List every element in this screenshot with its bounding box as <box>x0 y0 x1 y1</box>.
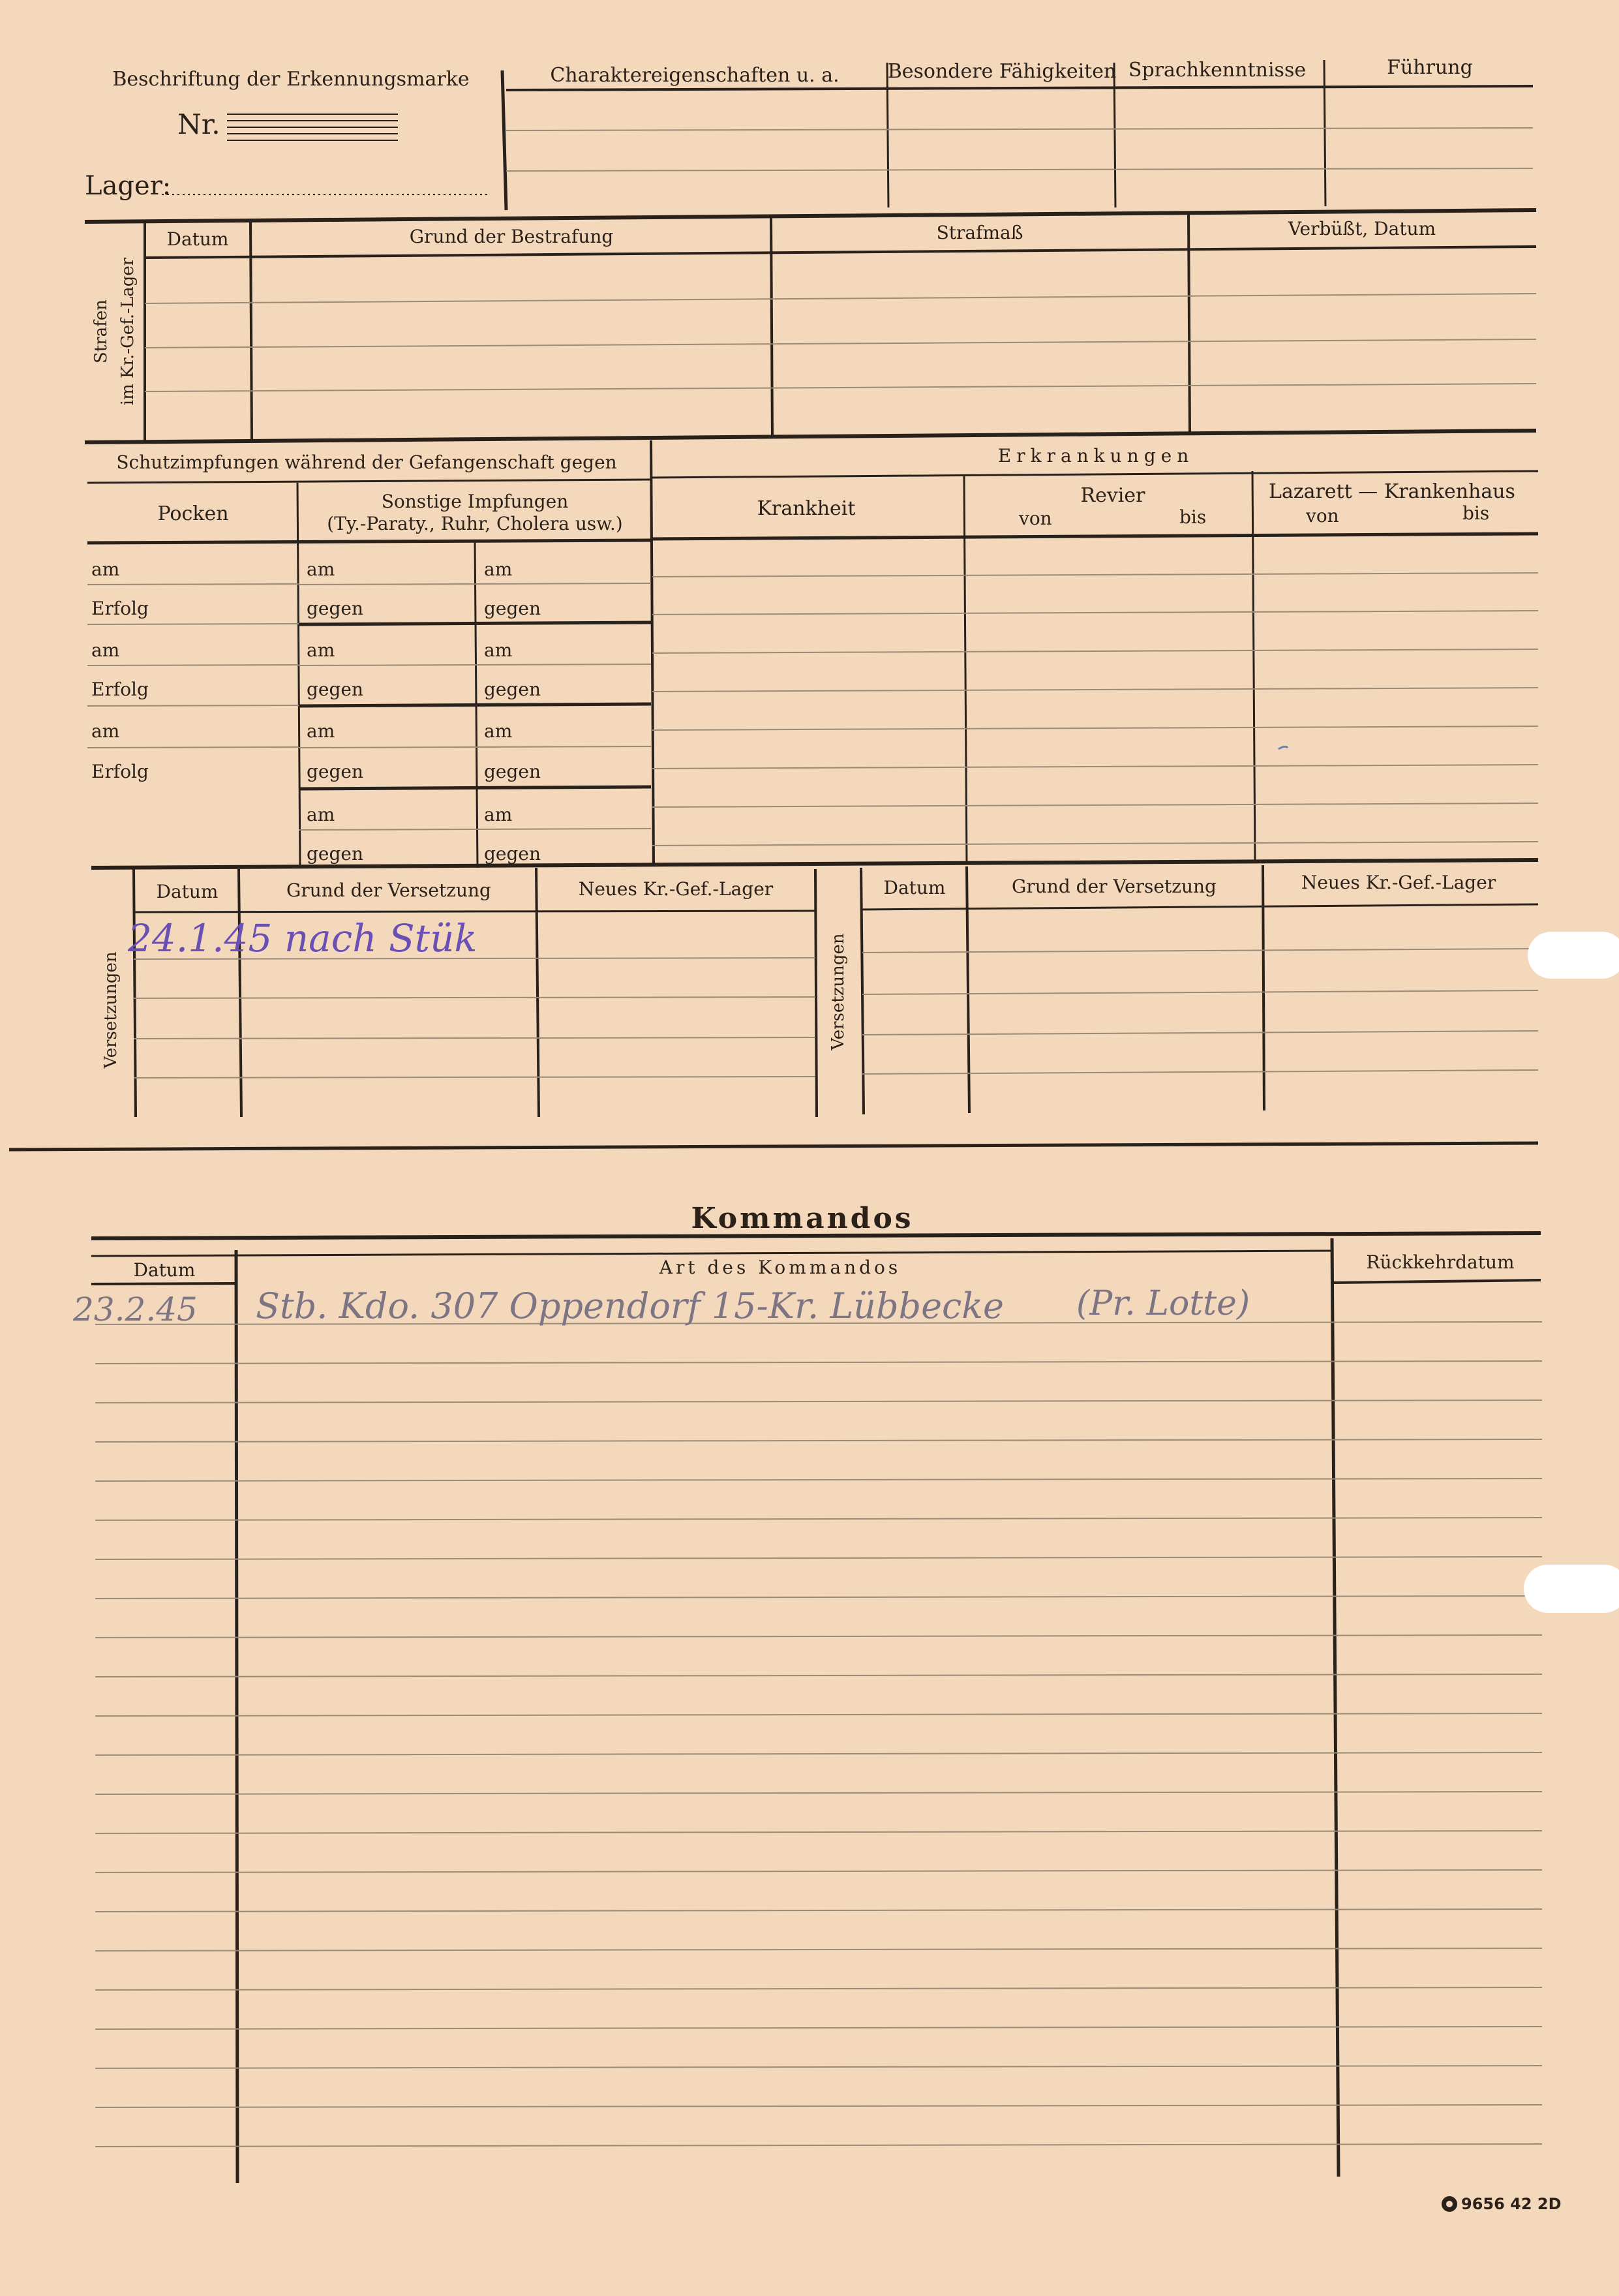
lazarett-header: Lazarett — Krankenhaus <box>1269 480 1515 503</box>
charakter-header: Charaktereigenschaften u. a. <box>550 64 840 87</box>
sonstige-b-am-2: am <box>484 639 513 661</box>
sonstige-a-am-3: am <box>307 720 335 742</box>
punch-hole-top <box>1528 932 1619 979</box>
sonstige-b-gegen-2: gegen <box>484 679 541 700</box>
strafen-side-label: Strafen <box>91 299 111 363</box>
kommandos-art-header: Art des Kommandos <box>659 1257 901 1278</box>
form-number: 9656 42 2D <box>1461 2195 1562 2213</box>
kommandos-title: Kommandos <box>691 1202 914 1235</box>
punch-hole-bottom <box>1524 1565 1619 1613</box>
pocken-erfolg-1: Erfolg <box>91 598 149 619</box>
kommando-entry-date: 23.2.45 <box>73 1291 198 1328</box>
pocken-erfolg-2: Erfolg <box>91 679 149 700</box>
versetzung-datum-header-right: Datum <box>883 877 946 898</box>
krankheit-header: Krankheit <box>757 497 856 520</box>
sonstige-a-am-1: am <box>307 559 335 580</box>
nr-label: Nr. <box>177 108 220 140</box>
lager-label: Lager: <box>85 171 172 201</box>
versetzung-datum-header-left: Datum <box>156 881 219 902</box>
sonstige-b-am-1: am <box>484 559 513 580</box>
strafen-datum-header: Datum <box>166 228 229 250</box>
sonstige-b-gegen-4: gegen <box>484 843 541 865</box>
revier-von-label: von <box>1019 508 1052 529</box>
versetzung-lager-header-left: Neues Kr.-Gef.-Lager <box>578 878 774 900</box>
faehigkeiten-header: Besondere Fähigkeiten <box>887 60 1117 83</box>
sonstige-b-gegen-1: gegen <box>484 598 541 619</box>
versetzung-handwritten-entry: 24.1.45 nach Stük <box>128 916 477 960</box>
revier-header: Revier <box>1080 484 1145 507</box>
revier-bis-label: bis <box>1179 506 1207 528</box>
sonstige-a-am-2: am <box>307 639 335 661</box>
sonstige-header: Sonstige Impfungen <box>381 491 569 512</box>
fuehrung-header: Führung <box>1387 56 1473 79</box>
pocken-am-2: am <box>91 639 120 661</box>
erkrankungen-title: Erkrankungen <box>997 445 1194 467</box>
tag-label: Beschriftung der Erkennungsmarke <box>112 68 470 91</box>
sonstige-b-am-4: am <box>484 804 513 825</box>
sonstige-a-gegen-3: gegen <box>307 761 364 782</box>
sonstige-b-am-3: am <box>484 720 513 742</box>
kommando-entry-text: Stb. Kdo. 307 Oppendorf 15-Kr. Lübbecke <box>256 1285 1004 1326</box>
strafen-verbuesst-header: Verbüßt, Datum <box>1288 218 1436 239</box>
strafen-grund-header: Grund der Bestrafung <box>409 226 614 247</box>
versetzungen-side-label-left: Versetzungen <box>101 951 121 1069</box>
kommandos-rueckkehr-header: Rückkehrdatum <box>1366 1251 1515 1273</box>
sonstige-b-gegen-3: gegen <box>484 761 541 782</box>
pocken-header: Pocken <box>157 502 229 525</box>
lazarett-bis-label: bis <box>1462 502 1490 524</box>
strafen-side-label-2: im Kr.-Gef.-Lager <box>118 257 138 406</box>
strafen-strafmass-header: Strafmaß <box>936 222 1023 243</box>
pocken-am-1: am <box>91 559 120 580</box>
sonstige-subheader: (Ty.-Paraty., Ruhr, Cholera usw.) <box>327 513 623 534</box>
sonstige-a-gegen-1: gegen <box>307 598 364 619</box>
sonstige-a-am-4: am <box>307 804 335 825</box>
sprach-header: Sprachkenntnisse <box>1128 59 1307 82</box>
versetzung-lager-header-right: Neues Kr.-Gef.-Lager <box>1301 872 1496 893</box>
versetzung-grund-header-left: Grund der Versetzung <box>286 880 491 901</box>
versetzungen-side-label-right: Versetzungen <box>828 933 848 1050</box>
sonstige-a-gegen-2: gegen <box>307 679 364 700</box>
pocken-erfolg-3: Erfolg <box>91 761 149 782</box>
kommando-entry-note: (Pr. Lotte) <box>1076 1284 1250 1323</box>
pocken-am-3: am <box>91 720 120 742</box>
impfungen-title: Schutzimpfungen während der Gefangenschaft gegen <box>116 452 617 473</box>
versetzung-grund-header-right: Grund der Versetzung <box>1012 876 1217 897</box>
sonstige-a-gegen-4: gegen <box>307 843 364 865</box>
kommandos-datum-header: Datum <box>133 1259 196 1281</box>
lazarett-von-label: von <box>1306 505 1339 527</box>
